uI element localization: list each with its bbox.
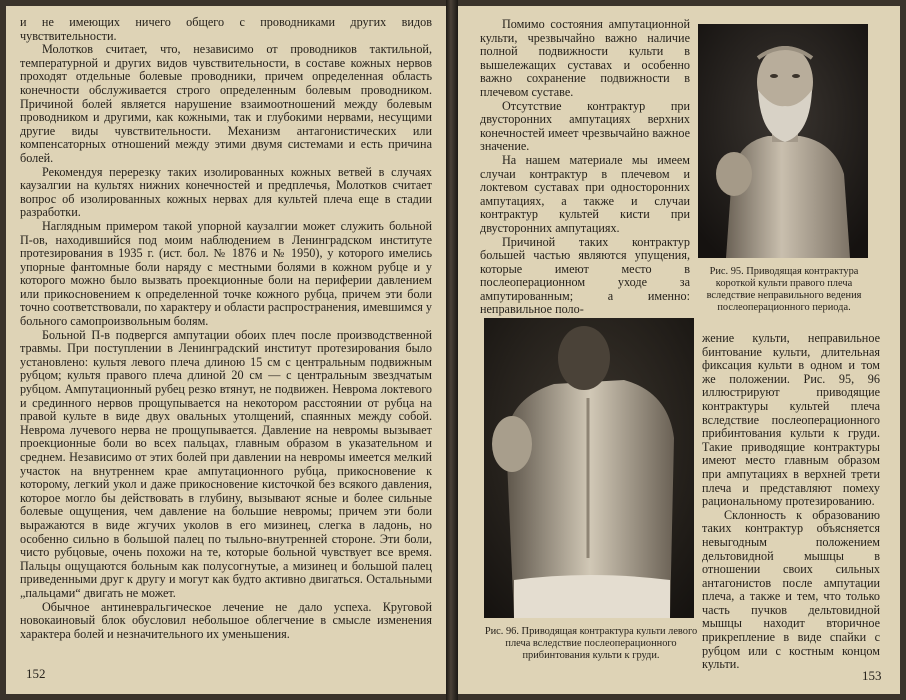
right-column-top-text [480, 18, 690, 317]
paragraph: и не имеющих ничего общего с проводниками других видов чувствительности. [20, 15, 432, 43]
paragraph: Больной П-в подвергся ампутации обоих плеч после производственной травмы. При поступлении в Ленинградский институт протезирования было установлено: культя левого плеча длиною 15 см с центральным подвижным рубцом; культя правого плеча длиной 20 см — с центральным звездчатым рубцом. Ампутационный рубец резко втянут, не подвижен. Неврома локтевого и срединного нервов прощупывается на некотором расстоянии от рубца на правой культе в виде двух овальных утолщений, спаянных между собой. Неврома лучевого нерва не прощупывается. Давление на невромы вызывает проекционные боли во всех пальцах, главным образом в указательном и среднем. Независимо от этих болей при давлении на невромы имеется мелкий участок на внутреннем крае ампутационного рубца, прикосновение к которому, легкий укол и даже прикосновение кисточкой без всякого давления, которое могло бы действовать в глубину, вызывают ясные и более сильные болевые ощущения, чем давление на большие невромы; причем эти боли выражаются в виде жгучих уколов в его мизинец, слегка в ладонь, но особенно сильно в большой палец по тыльно-внутренней стороне. Эти боли, чисто рубцовые, очень похожи на те, которые больной чувствует все время. Пальцы ощущаются больным как полусогнутые, а мизинец и большой палец приведенными друг к другу и могут как будто активно двигаться. Остальными „пальцами“ двигать не может. [20, 327, 432, 600]
paragraph: На нашем материале мы имеем случаи контрактур в плечевом и локтевом суставах при односторонних ампутациях, а также и случаи контрактур культей кисти при двусторонних ампутациях. [480, 152, 690, 235]
paragraph: Рекомендуя перерезку таких изолированных кожных ветвей в случаях каузалгии на культях нижних конечностей и предплечья, Молотков считает вопрос об изолированных кожных нервах для культей плеча еще в стадии разработки. [20, 164, 432, 220]
page-number: 153 [862, 668, 882, 683]
figure-96-photo [484, 318, 694, 618]
paragraph: Наглядным примером такой упорной каузалгии может служить больной П-ов, находившийся под моим наблюдением в Ленинградском институте протезирования в 1935 г. (ист. бол. № 1876 и № 1950), у которого имелись упорные фантомные боли наряду с местными болями в кожном рубце и у которого можно было вызвать проекционные боли на периферии давлением или прикосновением к определенной точке кожного рубца, причем эти боли точно соответствовали, по характеру и области распространения, имевшимся у больного самопроизвольным болям. [20, 218, 432, 329]
paragraph: Отсутствие контрактур при двусторонних ампутациях верхних конечностей имеет чрезвычайно важное значение. [480, 98, 690, 154]
page-number: 152 [26, 666, 46, 681]
paragraph: жение культи, неправильное бинтование культи, длительная фиксация культи в одном и том же положении. Рис. 95, 96 иллюстрируют приводящие контрактуры культей плеча вследствие послеоперационного прибинтования культи к груди. Такие приводящие контрактуры имеют место главным образом при ампутациях в верхней трети плеча и представляют помеху рациональному протезированию. [702, 331, 880, 509]
right-page [458, 6, 900, 694]
paragraph: Склонность к образованию таких контрактур объясняется невыгодным положением дельтовидной мышцы в отношении своих сильных антагонистов после ампутации плеча, а также и тем, что только часть пучков дельтовидной мышцы находит вторичное прикрепление в виде спайки с рубцом или с костным концом культи. [702, 507, 880, 672]
book-gutter [446, 0, 458, 700]
figure-95-caption: Рис. 95. Приводящая контрактура короткой культи правого плеча вследствие неправильного ведения послеоперационного периода. [706, 266, 862, 313]
figure-95-image [698, 24, 868, 258]
figure-95-photo [698, 24, 868, 258]
left-page [6, 6, 446, 694]
figure-96-image [484, 318, 694, 618]
figure-96-caption: Рис. 96. Приводящая контрактура культи левого плеча вследствие послеоперационного прибинтования культи к груди. [484, 626, 698, 661]
paragraph: Помимо состояния ампутационной культи, чрезвычайно важно наличие полной подвижности культи в вышележащих суставах и особенно важно сохранение подвижности в плечевом суставе. [480, 17, 690, 99]
right-column-bottom-text [702, 332, 880, 672]
paragraph: Молотков считает, что, независимо от проводников тактильной, температурной и других видов чувствительности, в составе кожных нервов проходят отдельные болевые проводники, причем определенная область конечности обслуживается строго определенным болевым проводником. Причиной болей является нарушение взаимоотношений между болевым проводником и другими, как кожными, так и глубокими нервами, несущими другие виды чувствительности. Механизм антагонистических или компенсаторных отношений между этими двумя системами и есть причина болей. [20, 42, 432, 165]
paragraph: Причиной таких контрактур большей частью являются упущения, которые имеют место в послеоперационном уходе за ампутированным; а именно: неправильное поло- [480, 234, 690, 317]
left-page-text [20, 16, 432, 641]
paragraph: Обычное антиневральгическое лечение не дало успеха. Круговой новокаиновый блок обусловил небольшое облегчение в смысле изменения характера болей и незначительного их уменьшения. [20, 599, 432, 641]
